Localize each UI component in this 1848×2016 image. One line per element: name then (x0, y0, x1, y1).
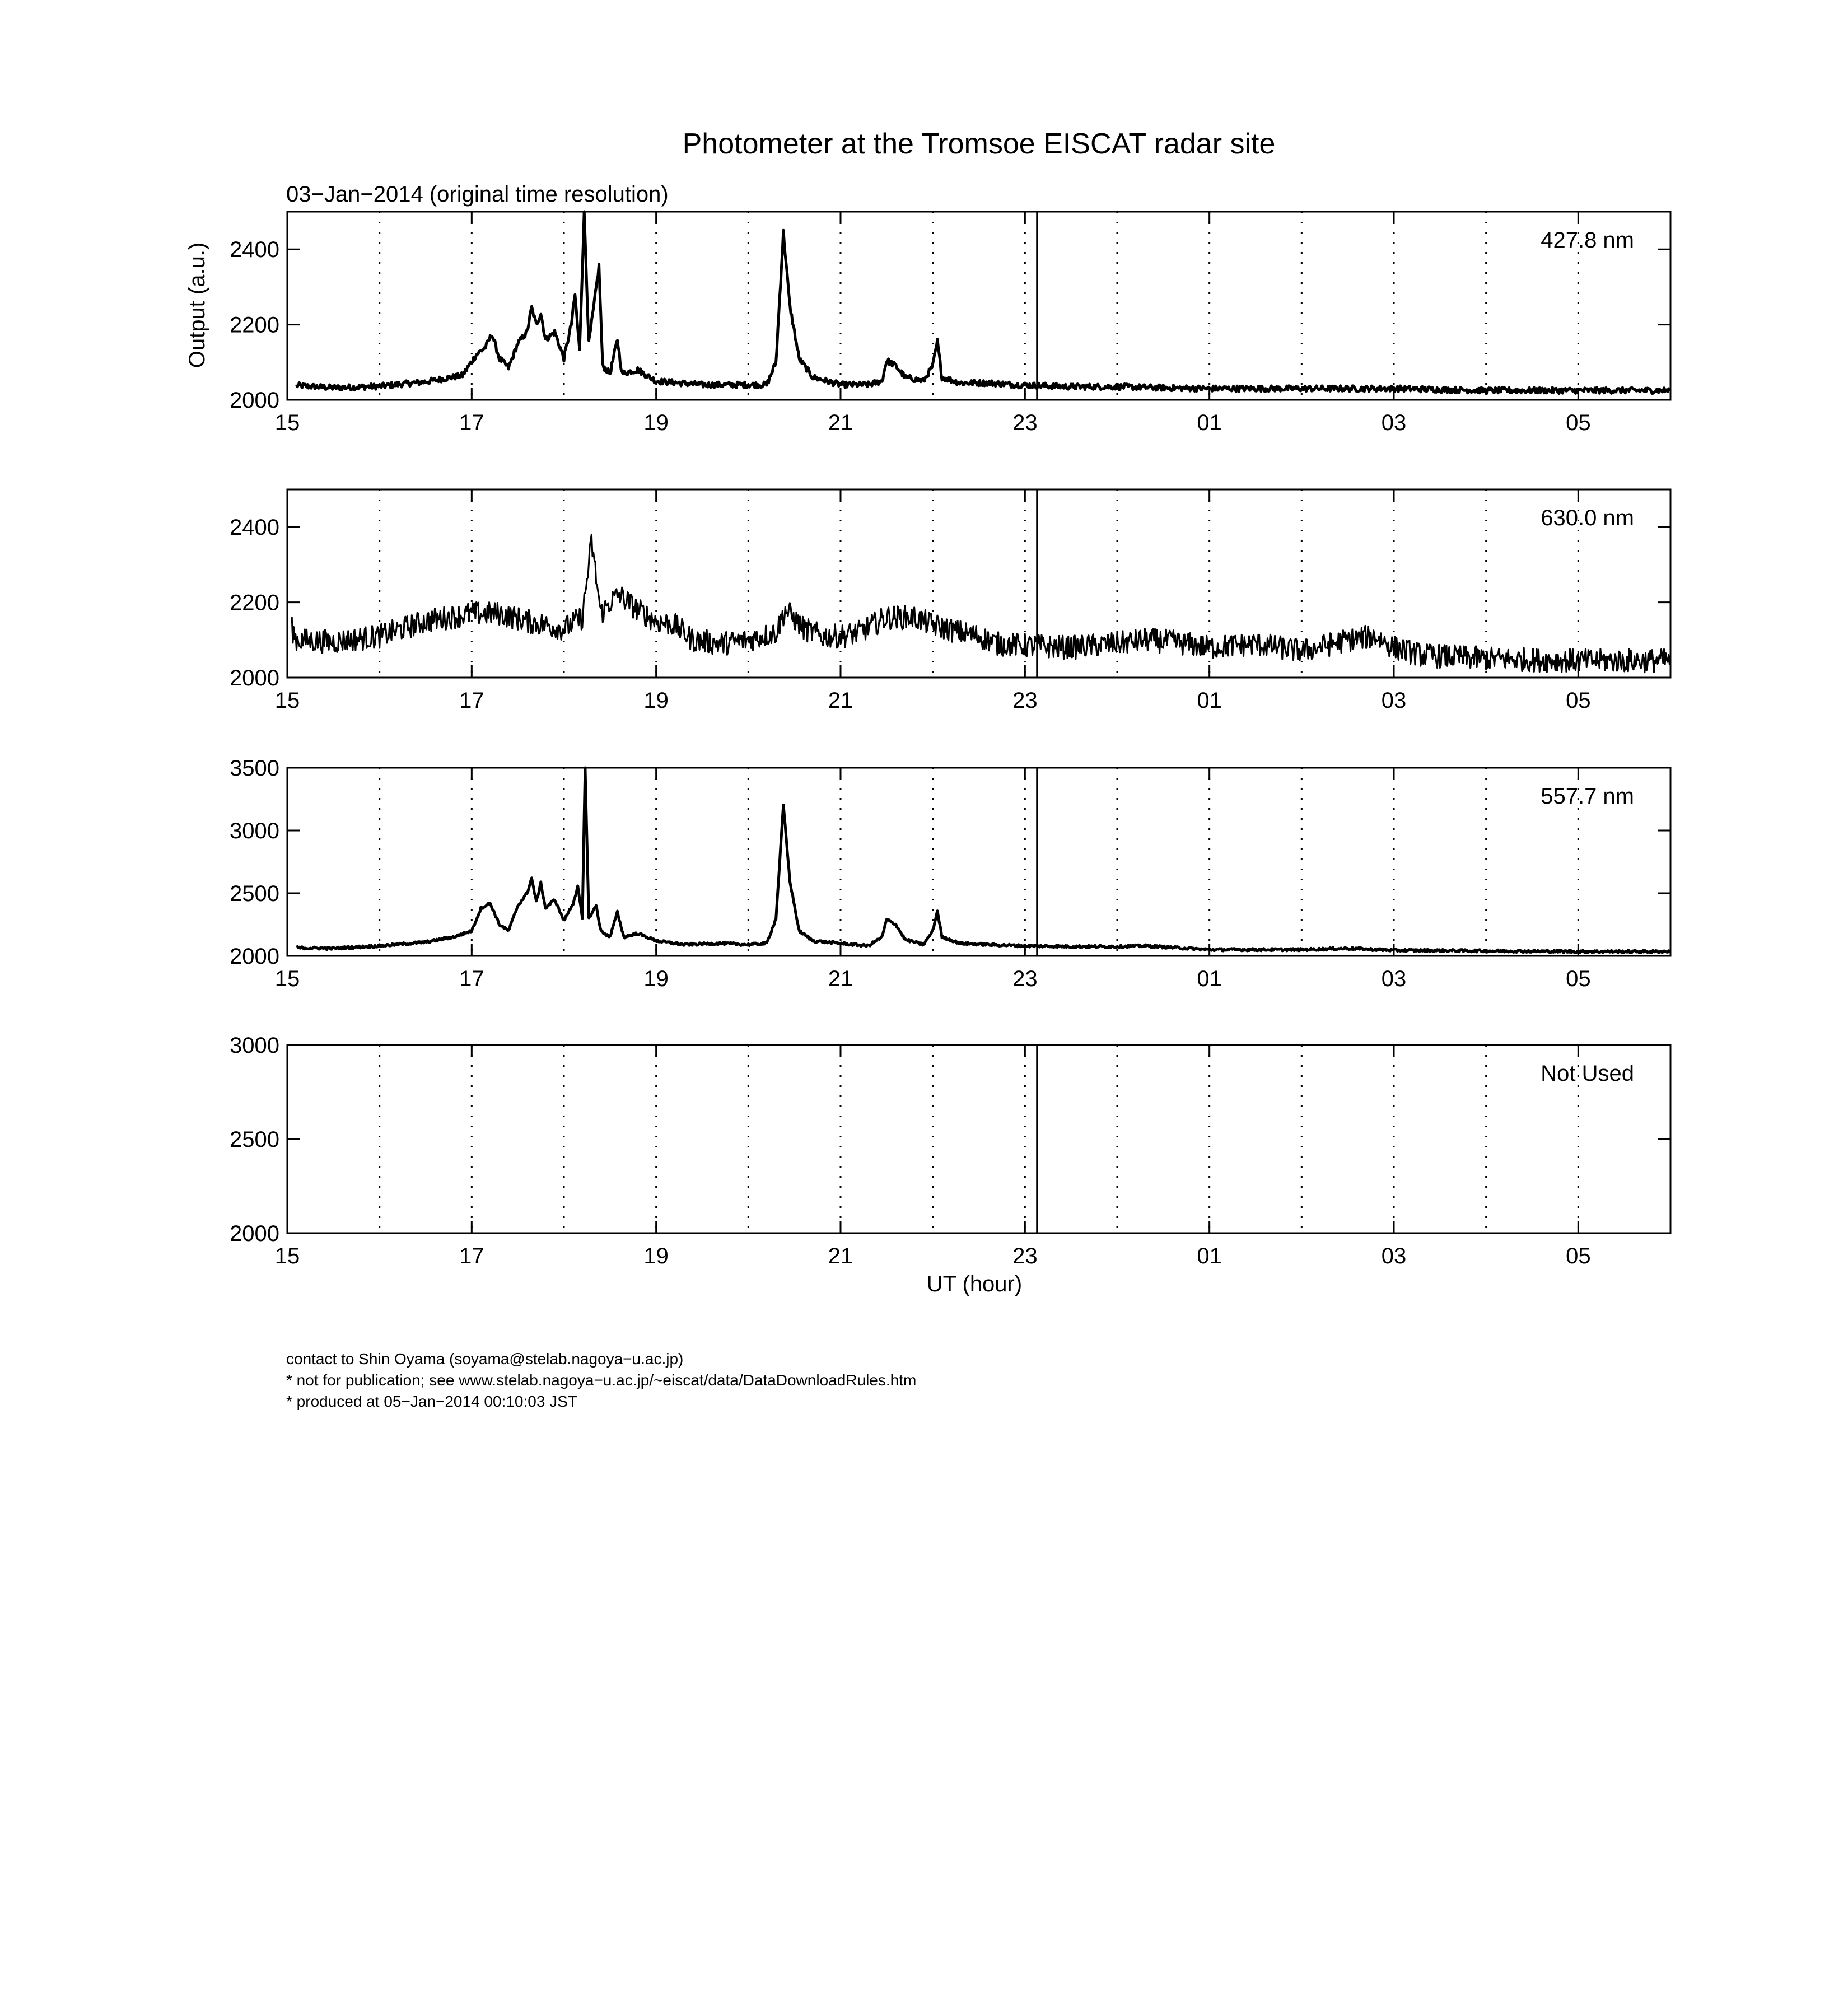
series-trace-3 (297, 768, 1670, 953)
series-trace-1 (297, 212, 1670, 394)
x-tick-label: 01 (1197, 688, 1222, 713)
x-tick-label: 15 (274, 1244, 300, 1268)
x-tick-label: 05 (1566, 410, 1591, 435)
footer-contact: contact to Shin Oyama (soyama@stelab.nagoya−u.ac.jp) (286, 1350, 684, 1368)
panel-label: Not Used (1541, 1061, 1634, 1086)
panel-label: 557.7 nm (1541, 784, 1634, 809)
panel-frame (287, 768, 1670, 956)
panel-label: 427.8 nm (1541, 228, 1634, 253)
x-tick-label: 15 (274, 967, 300, 991)
y-axis-label: Output (a.u.) (185, 242, 209, 368)
y-tick-label: 2400 (230, 515, 279, 540)
panel-2 (230, 489, 1670, 713)
x-tick-label: 03 (1381, 688, 1407, 713)
y-tick-label: 3500 (230, 756, 279, 781)
x-tick-label: 23 (1012, 410, 1038, 435)
x-tick-label: 03 (1381, 410, 1407, 435)
y-tick-label: 2000 (230, 666, 279, 690)
panel-label: 630.0 nm (1541, 506, 1634, 530)
x-tick-label: 23 (1012, 967, 1038, 991)
x-tick-label: 21 (828, 1244, 853, 1268)
y-tick-label: 3000 (230, 1033, 279, 1058)
y-tick-label: 2200 (230, 312, 279, 338)
panel-frame (287, 212, 1670, 400)
x-tick-label: 21 (828, 688, 853, 713)
footer-produced: * produced at 05−Jan−2014 00:10:03 JST (286, 1393, 577, 1410)
y-tick-label: 2500 (230, 1127, 279, 1152)
panel-frame (287, 1045, 1670, 1233)
y-tick-label: 3000 (230, 819, 279, 843)
x-tick-label: 21 (828, 967, 853, 991)
panels-group (230, 212, 1670, 1268)
y-tick-label: 2000 (230, 1221, 279, 1246)
panel-1 (230, 212, 1670, 435)
x-tick-label: 23 (1012, 1244, 1038, 1268)
chart-title: Photometer at the Tromsoe EISCAT radar site (682, 128, 1276, 160)
y-tick-label: 2500 (230, 881, 279, 906)
x-tick-label: 17 (459, 688, 484, 713)
x-tick-label: 01 (1197, 1244, 1222, 1268)
x-tick-label: 23 (1012, 688, 1038, 713)
x-tick-label: 05 (1566, 967, 1591, 991)
x-tick-label: 19 (643, 967, 669, 991)
x-tick-label: 19 (643, 410, 669, 435)
y-tick-label: 2000 (230, 388, 279, 413)
chart-subtitle: 03−Jan−2014 (original time resolution) (286, 182, 669, 207)
x-tick-label: 03 (1381, 967, 1407, 991)
panel-3 (230, 756, 1670, 991)
y-tick-label: 2400 (230, 237, 279, 263)
x-tick-label: 21 (828, 410, 853, 435)
x-tick-label: 17 (459, 1244, 484, 1268)
footer-rules: * not for publication; see www.stelab.nagoya−u.ac.jp/~eiscat/data/DataDownloadRules.htm (286, 1371, 917, 1389)
x-tick-label: 17 (459, 410, 484, 435)
series-trace-2 (292, 534, 1669, 672)
panel-4 (230, 1033, 1670, 1268)
x-tick-label: 05 (1566, 688, 1591, 713)
y-tick-label: 2000 (230, 944, 279, 969)
x-tick-label: 19 (643, 688, 669, 713)
x-tick-label: 15 (274, 410, 300, 435)
x-tick-label: 01 (1197, 967, 1222, 991)
x-tick-label: 17 (459, 967, 484, 991)
x-tick-label: 19 (643, 1244, 669, 1268)
x-axis-label: UT (hour) (926, 1272, 1023, 1296)
x-tick-label: 15 (274, 688, 300, 713)
x-tick-label: 01 (1197, 410, 1222, 435)
x-tick-label: 05 (1566, 1244, 1591, 1268)
y-tick-label: 2200 (230, 590, 279, 615)
x-tick-label: 03 (1381, 1244, 1407, 1268)
